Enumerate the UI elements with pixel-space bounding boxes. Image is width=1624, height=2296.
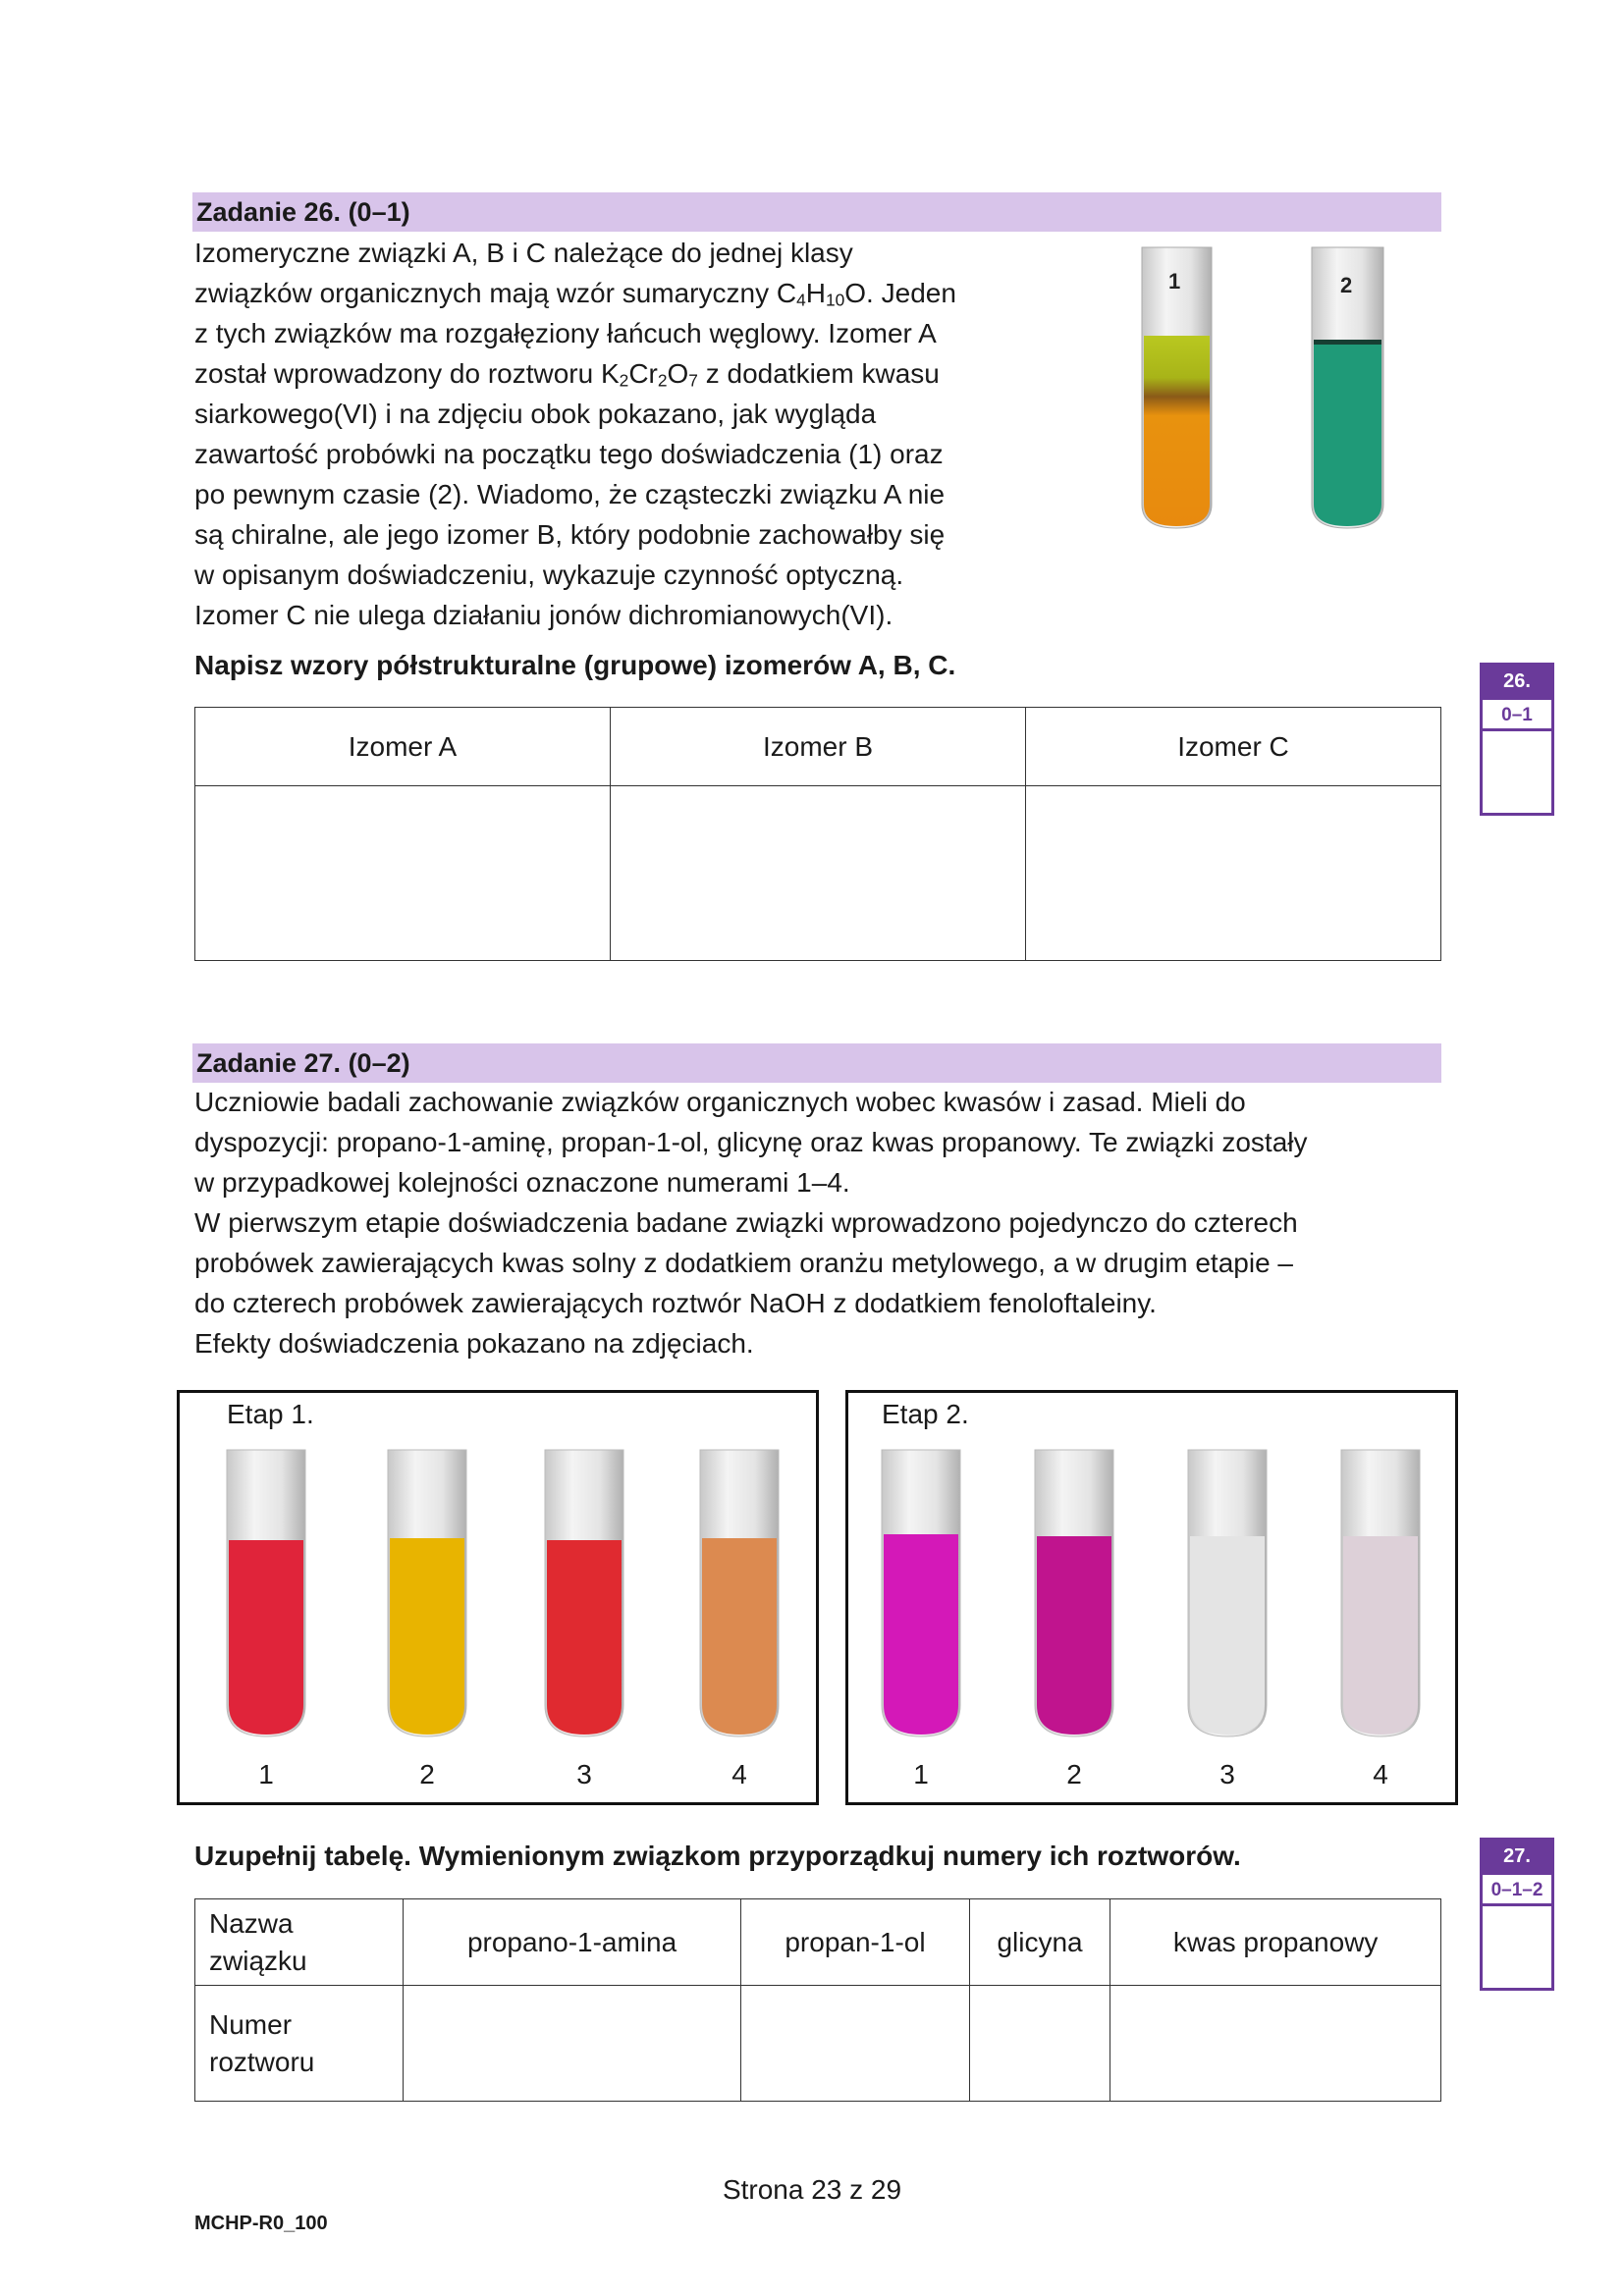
etap1-frame bbox=[177, 1390, 819, 1805]
task26-photo bbox=[1088, 241, 1441, 565]
task27-command: Uzupełnij tabelę. Wymienionym związkom przyporządkuj numery ich roztworów. bbox=[194, 1841, 1241, 1871]
compound-kwas-propanowy: kwas propanowy bbox=[1110, 1899, 1441, 1986]
task26-line-8: są chiralne, ale jego izomer B, który podobnie zachowałby się bbox=[194, 519, 946, 550]
task26-answer-table bbox=[194, 707, 1441, 961]
etap1-tube-2 bbox=[388, 1450, 466, 1736]
task26-score-number: 26. bbox=[1480, 663, 1554, 700]
etap1-tube-1 bbox=[227, 1450, 305, 1736]
answer-propano-1-amina[interactable] bbox=[404, 1986, 741, 2102]
header-izomer-a: Izomer A bbox=[195, 708, 611, 786]
task27-answer-table bbox=[194, 1898, 1441, 2102]
etap2-tube-4 bbox=[1341, 1450, 1420, 1736]
task27-score-points: 0–1–2 bbox=[1480, 1875, 1554, 1906]
etap1-tube-4 bbox=[700, 1450, 779, 1736]
task27-score-field[interactable] bbox=[1480, 1906, 1554, 1991]
task26-header: Zadanie 26. (0–1) bbox=[192, 192, 1441, 232]
etap2-number-4: 4 bbox=[1373, 1759, 1388, 1789]
task26-score-box bbox=[1480, 663, 1554, 816]
task26-score-points: 0–1 bbox=[1480, 700, 1554, 731]
header-izomer-b: Izomer B bbox=[611, 708, 1026, 786]
task27-score-number: 27. bbox=[1480, 1838, 1554, 1875]
tube-1 bbox=[1142, 247, 1212, 528]
answer-izomer-c[interactable] bbox=[1026, 786, 1441, 961]
etap2-frame bbox=[845, 1390, 1458, 1805]
task26-line-10: Izomer C nie ulega działaniu jonów dichromianowych(VI). bbox=[194, 600, 893, 630]
etap2-label: Etap 2. bbox=[882, 1399, 969, 1429]
etap2-tube-1 bbox=[882, 1450, 960, 1736]
task27-line-1: Uczniowie badali zachowanie związków organicznych wobec kwasów i zasad. Mieli do bbox=[194, 1087, 1246, 1117]
task26-line-3: z tych związków ma rozgałęziony łańcuch węglowy. Izomer A bbox=[194, 318, 937, 348]
task26-line-2: związków organicznych mają wzór sumaryczny $C_4H_{10}O$. Jeden bbox=[194, 278, 956, 310]
etap1-number-1: 1 bbox=[258, 1759, 274, 1789]
row-label-numer: Numer roztworu bbox=[195, 1986, 404, 2102]
answer-izomer-a[interactable] bbox=[195, 786, 611, 961]
task27-line-7: Efekty doświadczenia pokazano na zdjęciach. bbox=[194, 1328, 754, 1359]
header-izomer-c: Izomer C bbox=[1026, 708, 1441, 786]
etap1-number-2: 2 bbox=[419, 1759, 435, 1789]
answer-propan-1-ol[interactable] bbox=[741, 1986, 970, 2102]
etap1-label: Etap 1. bbox=[227, 1399, 314, 1429]
task26-line-6: zawartość probówki na początku tego doświadczenia (1) oraz bbox=[194, 439, 944, 469]
page-number: Strona 23 z 29 bbox=[722, 2174, 902, 2205]
etap1-number-3: 3 bbox=[576, 1759, 592, 1789]
task27-line-3: w przypadkowej kolejności oznaczone numerami 1–4. bbox=[194, 1167, 850, 1198]
answer-izomer-b[interactable] bbox=[611, 786, 1026, 961]
task26-line-9: w opisanym doświadczeniu, wykazuje czynność optyczną. bbox=[194, 560, 904, 590]
task26-line-5: siarkowego(VI) i na zdjęciu obok pokazano, jak wygląda bbox=[194, 399, 877, 429]
answer-kwas-propanowy[interactable] bbox=[1110, 1986, 1441, 2102]
etap1-number-4: 4 bbox=[731, 1759, 747, 1789]
task27-line-4: W pierwszym etapie doświadczenia badane związki wprowadzono pojedynczo do czterech bbox=[194, 1207, 1298, 1238]
task27-score-box bbox=[1480, 1838, 1554, 1991]
task27-line-5: probówek zawierających kwas solny z dodatkiem oranżu metylowego, a w drugim etapie – bbox=[194, 1248, 1293, 1278]
task26-line-7: po pewnym czasie (2). Wiadomo, że cząsteczki związku A nie bbox=[194, 479, 946, 509]
etap2-tube-3 bbox=[1188, 1450, 1267, 1736]
etap2-number-2: 2 bbox=[1066, 1759, 1082, 1789]
tube-2 bbox=[1312, 247, 1383, 528]
etap2-number-1: 1 bbox=[913, 1759, 929, 1789]
task26-command: Napisz wzory półstrukturalne (grupowe) izomerów A, B, C. bbox=[194, 650, 956, 680]
etap2-number-3: 3 bbox=[1219, 1759, 1235, 1789]
task27-line-6: do czterech probówek zawierających roztwór NaOH z dodatkiem fenoloftaleiny. bbox=[194, 1288, 1157, 1318]
etap1-tubes bbox=[180, 1442, 816, 1756]
answer-glicyna[interactable] bbox=[969, 1986, 1110, 2102]
exam-code: MCHP-R0_100 bbox=[194, 2213, 328, 2234]
task26-score-field[interactable] bbox=[1480, 731, 1554, 816]
etap2-tubes bbox=[848, 1442, 1455, 1756]
tube-1-label: 1 bbox=[1168, 269, 1181, 294]
etap1-tube-3 bbox=[545, 1450, 623, 1736]
row-label-nazwa: Nazwa związku bbox=[195, 1899, 404, 1986]
task26-line-4: został wprowadzony do roztworu $K_2Cr_2O_7$ z dodatkiem kwasu bbox=[194, 358, 940, 391]
task27-header: Zadanie 27. (0–2) bbox=[192, 1043, 1441, 1083]
task27-line-2: dyspozycji: propano-1-aminę, propan-1-ol, glicynę oraz kwas propanowy. Te związki zostały bbox=[194, 1127, 1308, 1157]
etap2-tube-2 bbox=[1035, 1450, 1113, 1736]
compound-propan-1-ol: propan-1-ol bbox=[741, 1899, 970, 1986]
task26-line-1: Izomeryczne związki A, B i C należące do jednej klasy bbox=[194, 238, 853, 268]
compound-glicyna: glicyna bbox=[969, 1899, 1110, 1986]
tube-2-label: 2 bbox=[1340, 273, 1353, 297]
compound-propano-1-amina: propano-1-amina bbox=[404, 1899, 741, 1986]
